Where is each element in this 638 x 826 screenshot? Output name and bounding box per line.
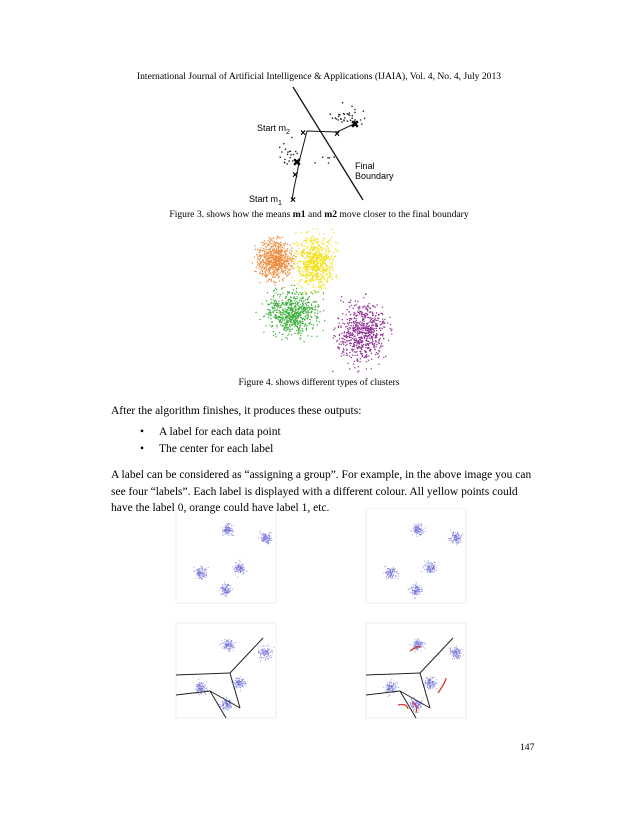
list-item: • A label for each data point: [140, 424, 281, 441]
outputs-list: [140, 424, 281, 457]
paragraph-outputs-intro: After the algorithm finishes, it produces these outputs:: [111, 405, 362, 417]
list-item: • The center for each label: [140, 441, 281, 458]
bullet-icon: •: [140, 442, 145, 455]
cluster-points: [252, 228, 393, 373]
label-start-m2: Start $m_2$: [257, 123, 290, 136]
m2-marker-2: ×: [334, 129, 340, 140]
journal-header: International Journal of Artificial Intelligence & Applications (IJAIA), Vol. 4, No. 4, July 2013: [136, 71, 502, 82]
figure-4-clusters: [245, 228, 395, 373]
page-number: 147: [520, 742, 535, 753]
figure-3-diagram: [245, 82, 415, 207]
figure-4-caption: Figure 4. shows different types of clusters: [238, 377, 400, 388]
m1-marker-2: ×: [292, 170, 298, 181]
figure-kmeans-panels: [168, 508, 473, 733]
kmeans-panel: [176, 623, 276, 718]
bullet-icon: •: [140, 426, 145, 438]
paragraph-labels: A label can be considered as “assigning a group”. For example, in the above image you can see four “labels”. Each label is displayed with a different colour. All yellow points could have the label 0, orange could have label 1, etc.: [111, 469, 532, 514]
center-move-arrow: [438, 678, 446, 693]
label-start-m1: Start $m_1$: [249, 194, 282, 207]
m1-marker-final: ✖: [292, 157, 302, 169]
center-move-arrow: [398, 705, 408, 710]
m1-marker: ×: [290, 195, 296, 206]
label-final: Final: [355, 161, 375, 171]
figure-3-caption: Figure 3. shows how the means m1 and m2 move closer to the final boundary: [169, 209, 469, 220]
kmeans-panel: [366, 623, 466, 718]
kmeans-panel: [366, 508, 466, 603]
label-boundary: Boundary: [355, 171, 394, 181]
m2-marker: ×: [300, 128, 306, 139]
m2-marker-final: ✖: [350, 119, 360, 131]
kmeans-panel: [176, 508, 276, 603]
